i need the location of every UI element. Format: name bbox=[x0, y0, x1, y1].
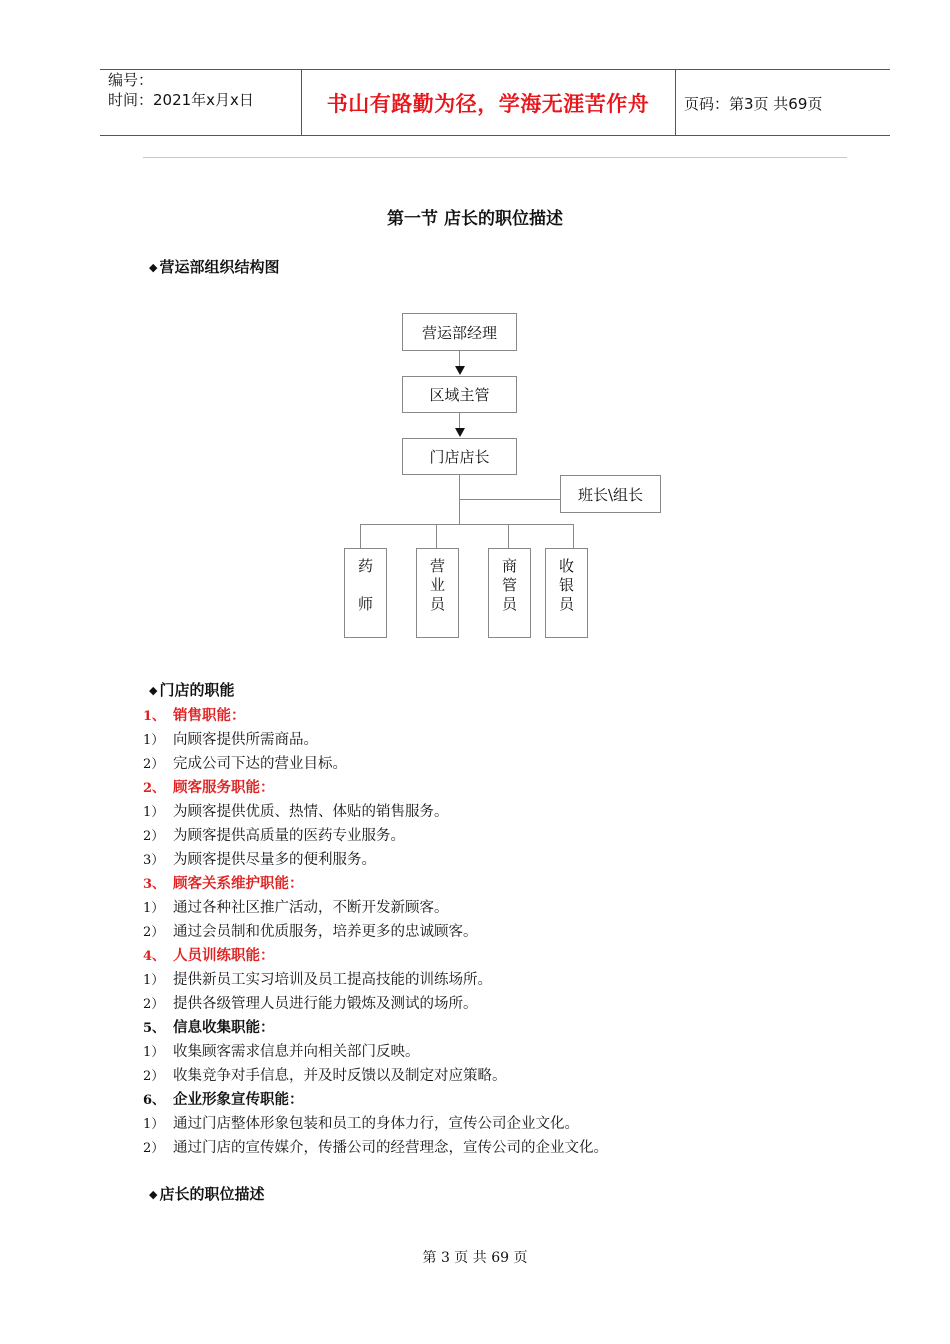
connector-line bbox=[459, 413, 460, 429]
manager-description-heading bbox=[149, 1183, 264, 1204]
function-item bbox=[143, 1064, 823, 1088]
function-group-number: 5、 bbox=[143, 1021, 166, 1036]
function-item bbox=[143, 824, 823, 848]
function-group-title bbox=[143, 944, 823, 968]
function-group-title bbox=[143, 1088, 823, 1112]
function-item-number: 1） bbox=[143, 1045, 165, 1060]
function-item-number: 2） bbox=[143, 925, 165, 940]
function-item-text: 为顾客提供优质、热情、体贴的销售服务。 bbox=[173, 804, 449, 820]
diamond-bullet-icon: ◆ bbox=[149, 684, 158, 697]
leaf-char: 员 bbox=[501, 595, 517, 613]
org-node-ops-manager: 营运部经理 bbox=[402, 313, 517, 351]
arrow-down-icon bbox=[455, 428, 465, 437]
leaf-char: 业 bbox=[429, 576, 445, 594]
function-group-label: 人员训练职能： bbox=[173, 948, 275, 964]
function-group-number: 4、 bbox=[143, 949, 166, 964]
function-group-number: 2、 bbox=[143, 781, 166, 796]
connector-line bbox=[508, 524, 509, 548]
diamond-bullet-icon: ◆ bbox=[149, 261, 158, 274]
function-item-text: 通过各种社区推广活动，不断开发新顾客。 bbox=[173, 900, 449, 916]
page-footer: 第 3 页 共 69 页 bbox=[422, 1250, 528, 1266]
function-item bbox=[143, 896, 823, 920]
header-divider-right bbox=[675, 69, 676, 136]
function-group-label: 信息收集职能： bbox=[173, 1020, 275, 1036]
manager-description-heading-text: 店长的职位描述 bbox=[159, 1185, 265, 1203]
function-group-title bbox=[143, 872, 823, 896]
header-motto: 书山有路勤为径，学海无涯苦作舟 bbox=[326, 92, 650, 116]
org-chart-heading bbox=[149, 256, 279, 277]
date-label: 时间：2021年x月x日 bbox=[108, 91, 254, 109]
function-group-label: 顾客关系维护职能： bbox=[173, 876, 304, 892]
function-group-number: 3、 bbox=[143, 877, 166, 892]
function-item-text: 为顾客提供高质量的医药专业服务。 bbox=[173, 828, 405, 844]
function-item-text: 收集顾客需求信息并向相关部门反映。 bbox=[173, 1044, 420, 1060]
connector-line bbox=[459, 499, 560, 500]
function-item-number: 2） bbox=[143, 1141, 165, 1156]
function-item-number: 2） bbox=[143, 757, 165, 772]
leaf-char: 商 bbox=[501, 557, 517, 575]
function-item-number: 1） bbox=[143, 973, 165, 988]
org-leaf-pharmacist bbox=[344, 548, 387, 638]
function-item-number: 2） bbox=[143, 1069, 165, 1084]
org-leaf-sales-clerk bbox=[416, 548, 459, 638]
leaf-char: 员 bbox=[429, 595, 445, 613]
function-item bbox=[143, 920, 823, 944]
connector-line bbox=[573, 524, 574, 548]
connector-line bbox=[360, 524, 361, 548]
section-title: 第一节 店长的职位描述 bbox=[387, 209, 563, 229]
org-node-team-leader: 班长\组长 bbox=[560, 475, 661, 513]
function-item bbox=[143, 728, 823, 752]
function-group-title bbox=[143, 704, 823, 728]
store-functions-heading bbox=[149, 679, 234, 700]
leaf-char: 收 bbox=[558, 557, 574, 575]
leaf-char: 营 bbox=[429, 557, 445, 575]
function-item bbox=[143, 1112, 823, 1136]
function-item bbox=[143, 848, 823, 872]
function-item-text: 收集竞争对手信息，并及时反馈以及制定对应策略。 bbox=[173, 1068, 507, 1084]
store-functions-list bbox=[143, 704, 823, 1160]
org-node-store-manager: 门店店长 bbox=[402, 438, 517, 475]
function-item-number: 1） bbox=[143, 901, 165, 916]
function-item bbox=[143, 752, 823, 776]
function-item-text: 通过门店整体形象包装和员工的身体力行，宣传公司企业文化。 bbox=[173, 1116, 579, 1132]
leaf-char: 银 bbox=[558, 576, 574, 594]
function-group-label: 企业形象宣传职能： bbox=[173, 1092, 304, 1108]
arrow-down-icon bbox=[455, 366, 465, 375]
leaf-char: 管 bbox=[501, 576, 517, 594]
function-group-label: 顾客服务职能： bbox=[173, 780, 275, 796]
function-item-number: 1） bbox=[143, 733, 165, 748]
function-item-text: 提供新员工实习培训及员工提高技能的训练场所。 bbox=[173, 972, 492, 988]
function-item-number: 3） bbox=[143, 853, 165, 868]
function-item bbox=[143, 968, 823, 992]
org-chart-heading-text: 营运部组织结构图 bbox=[159, 258, 280, 276]
function-item bbox=[143, 1040, 823, 1064]
org-node-area-supervisor: 区域主管 bbox=[402, 376, 517, 413]
function-item-text: 向顾客提供所需商品。 bbox=[173, 732, 318, 748]
function-item-text: 为顾客提供尽量多的便利服务。 bbox=[173, 852, 376, 868]
function-item-text: 通过会员制和优质服务，培养更多的忠诚顾客。 bbox=[173, 924, 478, 940]
function-item-text: 提供各级管理人员进行能力锻炼及测试的场所。 bbox=[173, 996, 478, 1012]
function-group-number: 6、 bbox=[143, 1093, 166, 1108]
function-group-title bbox=[143, 1016, 823, 1040]
connector-line bbox=[459, 351, 460, 367]
function-group-label: 销售职能： bbox=[173, 708, 246, 724]
function-item bbox=[143, 800, 823, 824]
connector-line bbox=[360, 524, 574, 525]
header-separator bbox=[143, 157, 847, 158]
leaf-char: 员 bbox=[558, 595, 574, 613]
header-page-info: 页码：第3页 共69页 bbox=[684, 95, 823, 113]
function-item bbox=[143, 1136, 823, 1160]
function-item-number: 1） bbox=[143, 805, 165, 820]
number-label: 编号： bbox=[108, 71, 154, 89]
connector-line bbox=[436, 524, 437, 548]
function-group-number: 1、 bbox=[143, 709, 166, 724]
function-item-number: 1） bbox=[143, 1117, 165, 1132]
org-leaf-cashier bbox=[545, 548, 588, 638]
header-meta bbox=[108, 70, 254, 110]
leaf-char: 师 bbox=[357, 595, 373, 613]
function-item-number: 2） bbox=[143, 829, 165, 844]
org-leaf-merch-staff bbox=[488, 548, 531, 638]
diamond-bullet-icon: ◆ bbox=[149, 1188, 158, 1201]
function-item-text: 完成公司下达的营业目标。 bbox=[173, 756, 347, 772]
function-group-title bbox=[143, 776, 823, 800]
store-functions-heading-text: 门店的职能 bbox=[159, 681, 235, 699]
function-item-number: 2） bbox=[143, 997, 165, 1012]
leaf-char: 药 bbox=[357, 557, 373, 575]
function-item bbox=[143, 992, 823, 1016]
function-item-text: 通过门店的宣传媒介，传播公司的经营理念，宣传公司的企业文化。 bbox=[173, 1140, 608, 1156]
